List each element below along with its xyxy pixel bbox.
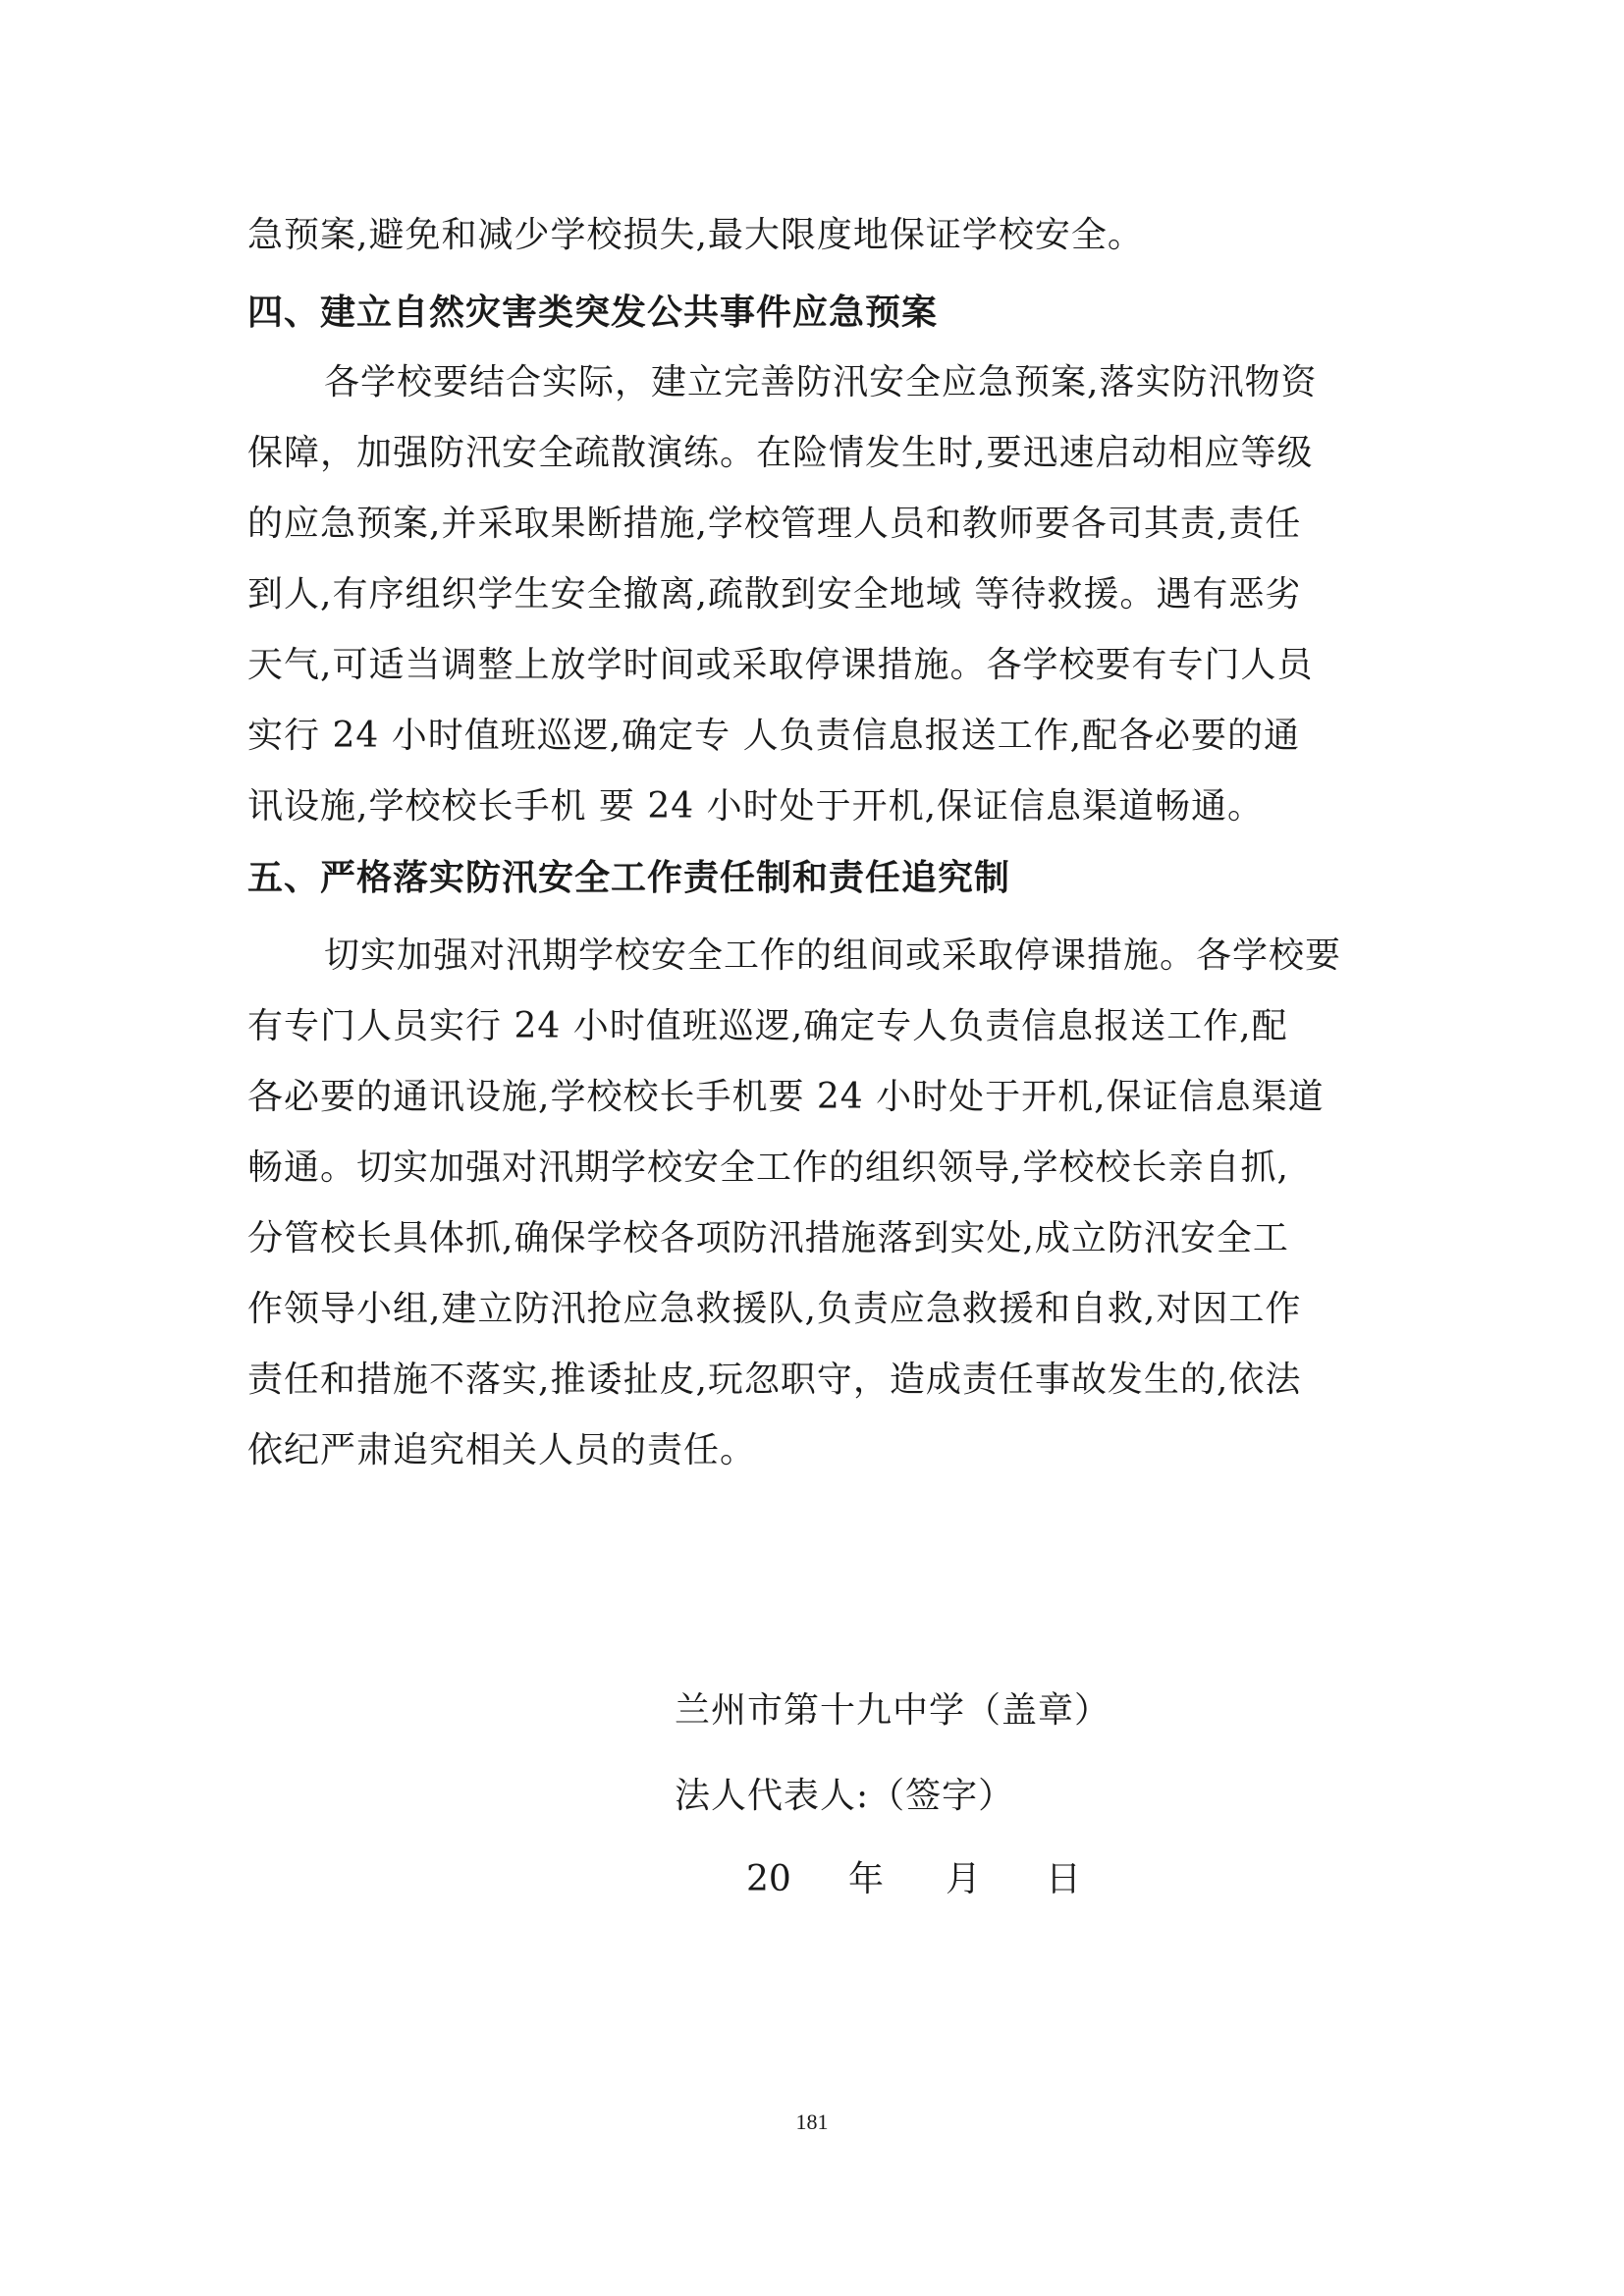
page-number: 181 — [795, 2109, 829, 2134]
paragraph-line: 急预案,避免和减少学校损失,最大限度地保证学校安全。 — [247, 215, 1144, 255]
paragraph-line: 分管校长具体抓,确保学校各项防汛措施落到实处,成立防汛安全工 — [247, 1218, 1289, 1258]
section-heading-5: 五、严格落实防汛安全工作责任制和责任追究制 — [247, 857, 1011, 898]
paragraph-line: 依纪严肃追究相关人员的责任。 — [247, 1430, 757, 1470]
date-day-label: 日 — [1046, 1859, 1082, 1899]
paragraph-line: 讯设施,学校校长手机 要 24 小时处于开机,保证信息渠道畅通。 — [247, 786, 1265, 827]
paragraph-line: 天气,可适当调整上放学时间或采取停课措施。各学校要有专门人员 — [247, 645, 1314, 685]
date-month-label: 月 — [946, 1859, 982, 1899]
paragraph-line: 实行 24 小时值班巡逻,确定专 人负责信息报送工作,配各必要的通 — [247, 716, 1301, 756]
date-year-label: 年 — [848, 1859, 885, 1899]
paragraph-line: 保障，加强防汛安全疏散演练。在险情发生时,要迅速启动相应等级 — [247, 433, 1314, 473]
paragraph-line: 各必要的通讯设施,学校校长手机要 24 小时处于开机,保证信息渠道 — [247, 1077, 1325, 1117]
legal-representative-line: 法人代表人:（签字） — [675, 1776, 1015, 1816]
paragraph-line: 畅通。切实加强对汛期学校安全工作的组织领导,学校校长亲自抓, — [247, 1148, 1289, 1188]
paragraph-line: 到人,有序组织学生安全撤离,疏散到安全地域 等待救援。遇有恶劣 — [247, 574, 1302, 614]
paragraph-line: 责任和措施不落实,推诿扯皮,玩忽职守，造成责任事故发生的,依法 — [247, 1360, 1302, 1400]
paragraph-line: 切实加强对汛期学校安全工作的组间或采取停课措施。各学校要 — [324, 935, 1342, 976]
paragraph-line: 有专门人员实行 24 小时值班巡逻,确定专人负责信息报送工作,配 — [247, 1006, 1288, 1046]
section-heading-4: 四、建立自然灾害类突发公共事件应急预案 — [247, 292, 939, 333]
organization-seal-line: 兰州市第十九中学（盖章） — [675, 1690, 1111, 1731]
paragraph-line: 作领导小组,建立防汛抢应急救援队,负责应急救援和自救,对因工作 — [247, 1289, 1302, 1329]
paragraph-line: 的应急预案,并采取果断措施,学校管理人员和教师要各司其责,责任 — [247, 504, 1302, 544]
date-year-prefix: 20 — [746, 1859, 791, 1899]
paragraph-line: 各学校要结合实际，建立完善防汛安全应急预案,落实防汛物资 — [324, 362, 1318, 402]
